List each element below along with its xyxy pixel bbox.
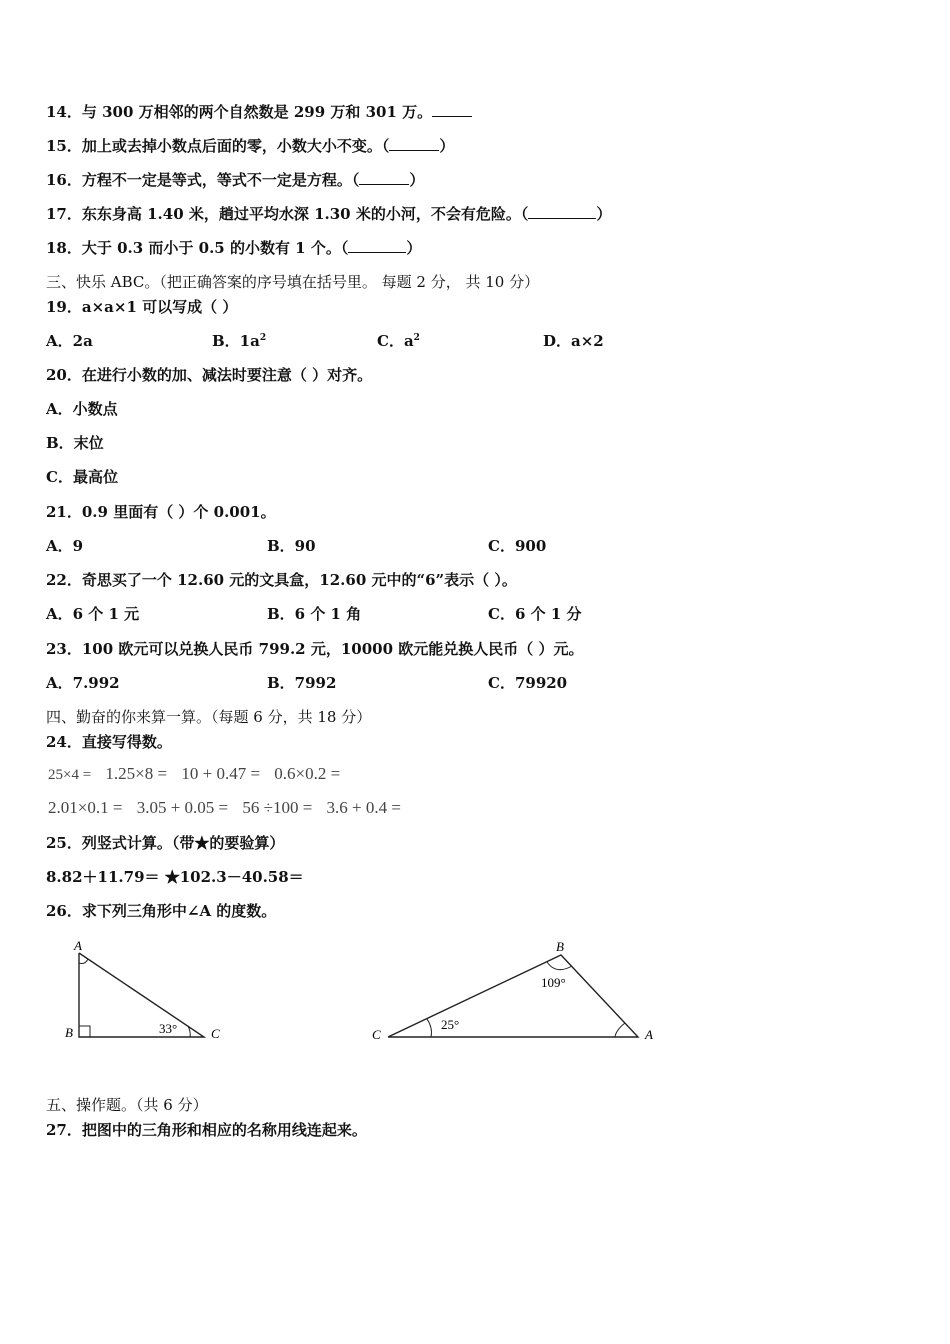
question-19: 19．a×a×1 可以写成（ ） bbox=[46, 298, 238, 316]
angle-c-value: 25° bbox=[441, 1017, 460, 1032]
triangle-2-outline bbox=[388, 955, 638, 1037]
question-25: 25．列竖式计算。（带★的要验算） bbox=[46, 834, 285, 852]
q21-option-a[interactable]: A．9 bbox=[46, 537, 84, 555]
question-15: 15．加上或去掉小数点后面的零，小数大小不变。（ ） bbox=[46, 137, 455, 155]
right-angle-mark bbox=[79, 1026, 90, 1037]
answer-blank[interactable] bbox=[389, 136, 439, 151]
vertex-c-label: C bbox=[211, 1026, 220, 1041]
q23-option-c[interactable]: C．79920 bbox=[488, 674, 568, 692]
answer-blank[interactable] bbox=[348, 238, 406, 253]
triangle-2-figure bbox=[365, 935, 665, 1045]
q19-option-b[interactable]: B．$1a^2$ bbox=[212, 332, 267, 350]
q22-option-a[interactable]: A．6 个 1 元 bbox=[46, 605, 140, 623]
q20-option-c[interactable]: C．最高位 bbox=[46, 468, 118, 486]
q25-expressions: 8.82＋11.79＝ ★102.3－40.58＝ bbox=[46, 868, 304, 886]
q20-option-b[interactable]: B．末位 bbox=[46, 434, 104, 452]
question-27: 27．把图中的三角形和相应的名称用线连起来。 bbox=[46, 1121, 367, 1139]
q22-option-b[interactable]: B．6 个 1 角 bbox=[267, 605, 362, 623]
triangle-1-outline bbox=[79, 953, 204, 1037]
q23-option-a[interactable]: A．7.992 bbox=[46, 674, 120, 692]
angle-a-arc bbox=[79, 959, 88, 964]
question-26: 26．求下列三角形中∠A 的度数。 bbox=[46, 902, 277, 920]
q20-option-a[interactable]: A．小数点 bbox=[46, 400, 118, 418]
vertex-a-label: A bbox=[645, 1027, 653, 1042]
answer-blank[interactable] bbox=[432, 102, 472, 117]
triangle-1-figure bbox=[60, 935, 230, 1045]
vertex-b-label: B bbox=[65, 1025, 73, 1040]
section-5-heading: 五、操作题。（共 6 分） bbox=[46, 1096, 208, 1114]
question-17: 17．东东身高 1.40 米，趟过平均水深 1.30 米的小河，不会有危险。（ ） bbox=[46, 205, 612, 223]
section-3-heading: 三、快乐 ABC。（把正确答案的序号填在括号里。 每题 2 分， 共 10 分） bbox=[46, 273, 540, 291]
q21-option-b[interactable]: B．90 bbox=[267, 537, 316, 555]
question-21: 21．0.9 里面有（ ）个 0.001。 bbox=[46, 503, 276, 521]
calc-row-1: 25×4 = 1.25×8 = 10 + 0.47 = 0.6×0.2 = bbox=[48, 764, 341, 783]
calc-row-2: 2.01×0.1 = 3.05 + 0.05 = 56 ÷100 = 3.6 + 0.4 = bbox=[48, 798, 401, 817]
angle-c-arc bbox=[427, 1019, 432, 1037]
question-20: 20．在进行小数的加、减法时要注意（ ）对齐。 bbox=[46, 366, 373, 384]
vertex-c-label: C bbox=[372, 1027, 381, 1042]
section-4-heading: 四、勤奋的你来算一算。（每题 6 分，共 18 分） bbox=[46, 708, 372, 726]
q19-option-c[interactable]: C．$a^2$ bbox=[377, 332, 420, 350]
angle-a-arc bbox=[615, 1023, 625, 1037]
question-22: 22．奇思买了一个 12.60 元的文具盒，12.60 元中的“6”表示（ ）。 bbox=[46, 571, 517, 589]
question-18: 18．大于 0.3 而小于 0.5 的小数有 1 个。（ ） bbox=[46, 239, 422, 257]
angle-c-value: 33° bbox=[159, 1021, 178, 1036]
answer-blank[interactable] bbox=[359, 170, 409, 185]
angle-b-value: 109° bbox=[541, 975, 566, 990]
question-16: 16．方程不一定是等式，等式不一定是方程。（ ） bbox=[46, 171, 425, 189]
question-14: 14．与 300 万相邻的两个自然数是 299 万和 301 万。 bbox=[46, 102, 472, 122]
question-24: 24．直接写得数。 bbox=[46, 733, 172, 751]
vertex-b-label: B bbox=[556, 939, 564, 954]
question-23: 23．100 欧元可以兑换人民币 799.2 元，10000 欧元能兑换人民币（ ）元。 bbox=[46, 640, 584, 658]
q23-option-b[interactable]: B．7992 bbox=[267, 674, 337, 692]
vertex-a-label: A bbox=[74, 938, 82, 953]
q19-option-d[interactable]: D．a×2 bbox=[543, 332, 604, 350]
q21-option-c[interactable]: C．900 bbox=[488, 537, 547, 555]
q22-option-c[interactable]: C．6 个 1 分 bbox=[488, 605, 582, 623]
q19-option-a[interactable]: A．2a bbox=[46, 332, 93, 350]
answer-blank[interactable] bbox=[528, 204, 596, 219]
